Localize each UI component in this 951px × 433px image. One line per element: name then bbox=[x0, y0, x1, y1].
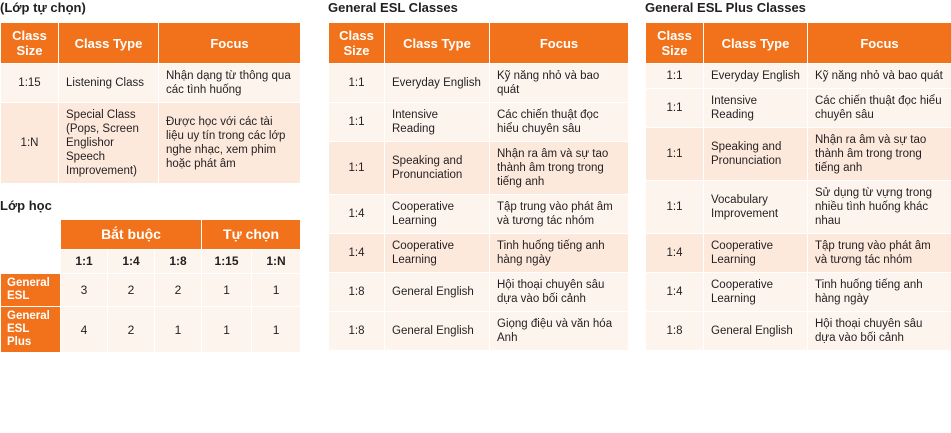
cell-focus: Tập trung vào phát âm và tương tác nhóm bbox=[808, 234, 951, 273]
table-header-row bbox=[646, 23, 951, 64]
cell-focus: Được học với các tài liệu uy tín trong các lớp nghe nhạc, xem phim hoặc phát âm bbox=[159, 103, 301, 184]
cell-focus: Tập trung vào phát âm và tương tác nhóm bbox=[490, 195, 629, 234]
table-row bbox=[1, 103, 301, 184]
summary-title: Lớp học bbox=[0, 198, 52, 213]
summary-value: 2 bbox=[108, 274, 155, 307]
table-row bbox=[646, 64, 951, 89]
cell-class-type: General English bbox=[385, 312, 490, 351]
column-header-focus: Focus bbox=[808, 23, 951, 64]
column-header-class-type: Class Type bbox=[385, 23, 490, 64]
summary-group-elective: Tự chọn bbox=[202, 220, 301, 250]
table-header-row bbox=[1, 23, 301, 64]
summary-corner-cell-2 bbox=[1, 250, 61, 274]
summary-value: 1 bbox=[252, 307, 301, 353]
table-row bbox=[329, 273, 629, 312]
column-header-class-size: Class Size bbox=[1, 23, 59, 64]
cell-focus: Hội thoại chuyên sâu dựa vào bối cảnh bbox=[490, 273, 629, 312]
cell-class-type: Cooperative Learning bbox=[704, 234, 808, 273]
table-row bbox=[329, 312, 629, 351]
left-column bbox=[0, 0, 300, 353]
mid-column bbox=[328, 0, 628, 351]
cell-class-type: Special Class (Pops, Screen Englishor Speech Improvement) bbox=[59, 103, 159, 184]
cell-class-size: 1:4 bbox=[646, 273, 704, 312]
cell-focus: Các chiến thuật đọc hiểu chuyên sâu bbox=[808, 89, 951, 128]
cell-focus: Giọng điệu và văn hóa Anh bbox=[490, 312, 629, 351]
table-row bbox=[646, 89, 951, 128]
table-row bbox=[646, 273, 951, 312]
cell-class-type: General English bbox=[704, 312, 808, 351]
summary-value: 1 bbox=[252, 274, 301, 307]
cell-focus: Nhận ra âm và sự tao thành âm trong trong tiếng anh bbox=[490, 142, 629, 195]
cell-focus: Tinh huống tiếng anh hàng ngày bbox=[490, 234, 629, 273]
cell-class-type: Everyday English bbox=[385, 64, 490, 103]
cell-class-size: 1:1 bbox=[646, 64, 704, 89]
cell-class-size: 1:1 bbox=[329, 64, 385, 103]
cell-class-size: 1:8 bbox=[329, 273, 385, 312]
summary-value: 3 bbox=[61, 274, 108, 307]
general-esl-plus-classes-table bbox=[645, 22, 951, 351]
summary-row-label: General ESL bbox=[1, 274, 61, 307]
cell-focus: Kỹ năng nhỏ và bao quát bbox=[808, 64, 951, 89]
cell-class-type: Everyday English bbox=[704, 64, 808, 89]
cell-class-type: Speaking and Pronunciation bbox=[385, 142, 490, 195]
summary-subheader-1-n: 1:N bbox=[252, 250, 301, 274]
table-row bbox=[329, 64, 629, 103]
column-header-focus: Focus bbox=[490, 23, 629, 64]
table-row bbox=[329, 142, 629, 195]
cell-class-size: 1:1 bbox=[646, 181, 704, 234]
table-row bbox=[646, 181, 951, 234]
general-esl-classes-table bbox=[328, 22, 629, 351]
summary-subheader-1-1: 1:1 bbox=[61, 250, 108, 274]
general-esl-title: General ESL Classes bbox=[328, 0, 458, 15]
table-row bbox=[646, 234, 951, 273]
table-row bbox=[329, 234, 629, 273]
summary-row-general-esl bbox=[1, 274, 301, 307]
summary-value: 4 bbox=[61, 307, 108, 353]
column-header-class-size: Class Size bbox=[646, 23, 704, 64]
cell-focus: Nhận dạng từ thông qua các tình huống bbox=[159, 64, 301, 103]
table-row bbox=[646, 312, 951, 351]
cell-class-size: 1:1 bbox=[329, 103, 385, 142]
cell-focus: Các chiến thuật đọc hiểu chuyên sâu bbox=[490, 103, 629, 142]
summary-subheader-1-4: 1:4 bbox=[108, 250, 155, 274]
table-row bbox=[329, 103, 629, 142]
summary-value: 1 bbox=[202, 274, 252, 307]
cell-class-type: Cooperative Learning bbox=[385, 195, 490, 234]
cell-class-type: Vocabulary Improvement bbox=[704, 181, 808, 234]
cell-class-size: 1:1 bbox=[329, 142, 385, 195]
cell-focus: Hội thoại chuyên sâu dựa vào bối cảnh bbox=[808, 312, 951, 351]
summary-group-required: Bắt buộc bbox=[61, 220, 202, 250]
column-header-class-type: Class Type bbox=[704, 23, 808, 64]
table-row bbox=[1, 64, 301, 103]
cell-class-size: 1:15 bbox=[1, 64, 59, 103]
cell-class-size: 1:N bbox=[1, 103, 59, 184]
summary-row-label: General ESL Plus bbox=[1, 307, 61, 353]
cell-class-size: 1:8 bbox=[329, 312, 385, 351]
cell-class-size: 1:1 bbox=[646, 89, 704, 128]
column-header-class-type: Class Type bbox=[59, 23, 159, 64]
summary-corner-cell bbox=[1, 220, 61, 250]
summary-sub-header-row bbox=[1, 250, 301, 274]
cell-class-size: 1:4 bbox=[329, 195, 385, 234]
cell-class-size: 1:4 bbox=[646, 234, 704, 273]
table-row bbox=[329, 195, 629, 234]
cell-class-type: Cooperative Learning bbox=[385, 234, 490, 273]
cell-class-type: Intensive Reading bbox=[385, 103, 490, 142]
right-column bbox=[645, 0, 951, 351]
cell-class-type: Speaking and Pronunciation bbox=[704, 128, 808, 181]
summary-value: 1 bbox=[155, 307, 202, 353]
cell-focus: Sử dụng từ vựng trong nhiều tình huống khác nhau bbox=[808, 181, 951, 234]
column-header-class-size: Class Size bbox=[329, 23, 385, 64]
cell-class-type: Intensive Reading bbox=[704, 89, 808, 128]
summary-value: 2 bbox=[155, 274, 202, 307]
column-header-focus: Focus bbox=[159, 23, 301, 64]
cell-focus: Nhận ra âm và sự tao thành âm trong trong tiếng anh bbox=[808, 128, 951, 181]
cell-class-size: 1:4 bbox=[329, 234, 385, 273]
cell-class-type: Listening Class bbox=[59, 64, 159, 103]
cell-focus: Kỹ năng nhỏ và bao quát bbox=[490, 64, 629, 103]
cell-class-type: General English bbox=[385, 273, 490, 312]
summary-value: 2 bbox=[108, 307, 155, 353]
general-esl-plus-title: General ESL Plus Classes bbox=[645, 0, 806, 15]
cell-class-size: 1:1 bbox=[646, 128, 704, 181]
class-count-summary-table bbox=[0, 219, 301, 353]
summary-value: 1 bbox=[202, 307, 252, 353]
summary-subheader-1-8: 1:8 bbox=[155, 250, 202, 274]
left-column-title: (Lớp tự chọn) bbox=[0, 0, 86, 15]
table-header-row bbox=[329, 23, 629, 64]
elective-classes-table bbox=[0, 22, 301, 184]
cell-class-size: 1:8 bbox=[646, 312, 704, 351]
cell-focus: Tinh huống tiếng anh hàng ngày bbox=[808, 273, 951, 312]
table-row bbox=[646, 128, 951, 181]
summary-subheader-1-15: 1:15 bbox=[202, 250, 252, 274]
summary-group-header-row bbox=[1, 220, 301, 250]
summary-row-general-esl-plus bbox=[1, 307, 301, 353]
cell-class-type: Cooperative Learning bbox=[704, 273, 808, 312]
